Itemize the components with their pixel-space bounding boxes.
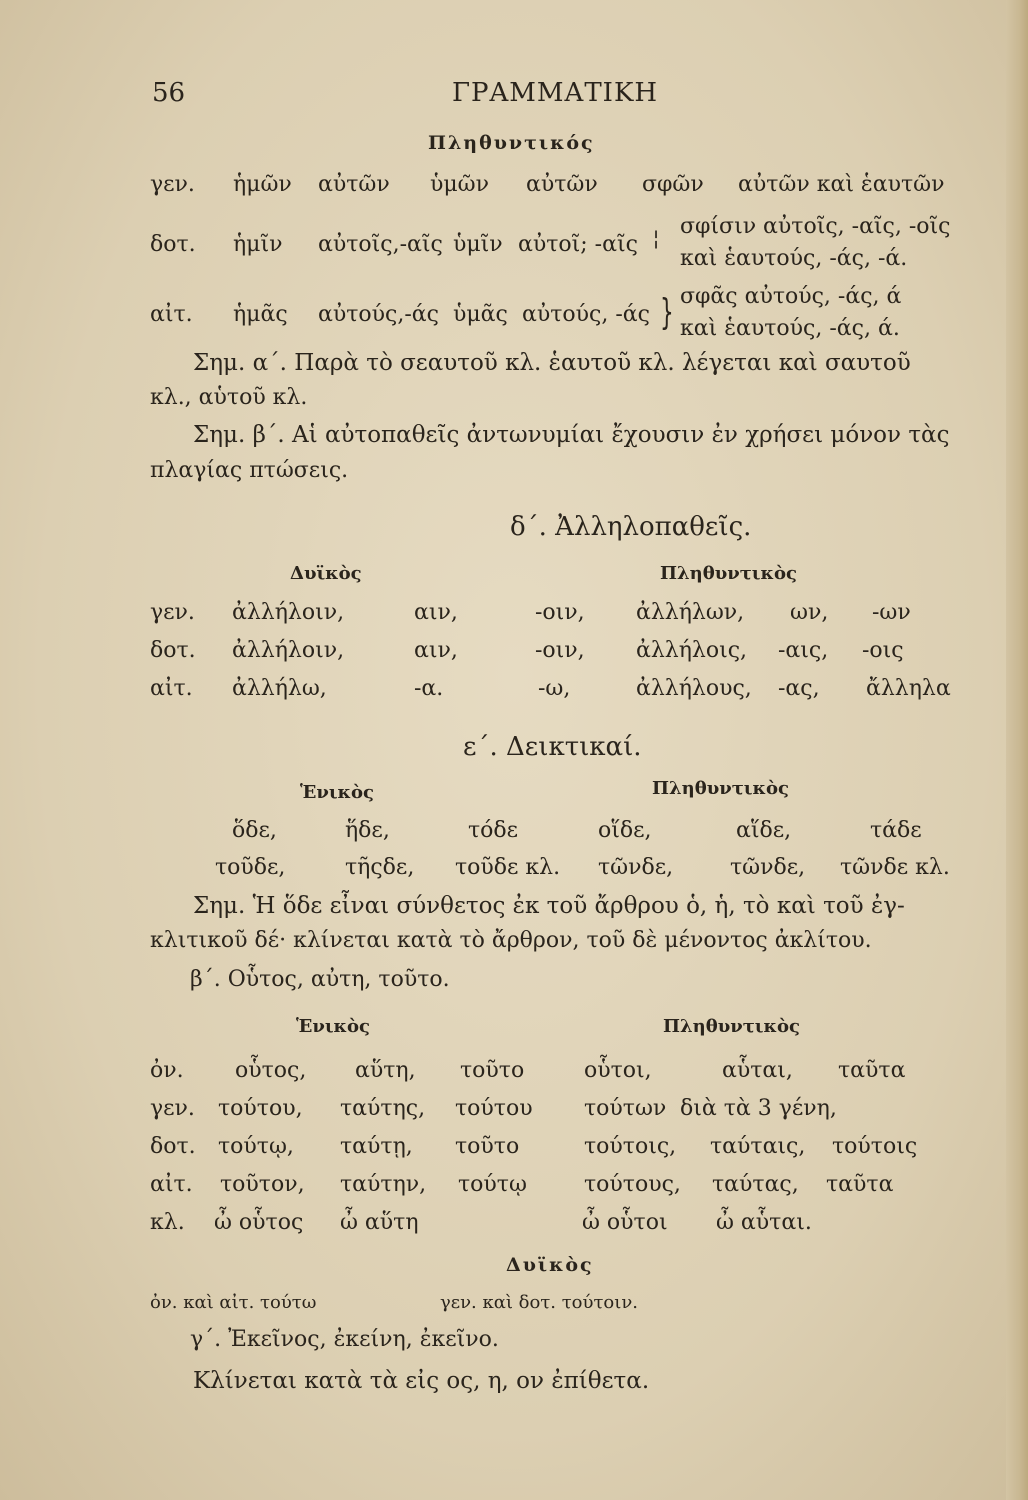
demo-word: τοῦδε,	[215, 855, 286, 880]
rec-word: -ας,	[778, 676, 820, 701]
form-cell: ὦ οὗτος	[214, 1210, 304, 1235]
rec-word: ἀλλήλοις,	[636, 638, 748, 663]
form-cell: οὗτοι,	[584, 1058, 652, 1083]
demo-word: τόδε	[468, 818, 519, 843]
subsection-title: γ΄. Ἐκεῖνος, ἐκείνη, ἐκεῖνο.	[190, 1327, 499, 1352]
subsection-title: β΄. Οὗτος, αὐτη, τοῦτο.	[190, 967, 450, 992]
acc-cell: ἡμᾶς	[233, 302, 288, 327]
case-label: δοτ.	[150, 1134, 196, 1159]
form-cell: τούτῳ,	[218, 1134, 294, 1159]
form-cell: τοῦτο	[460, 1058, 525, 1083]
demo-word: τάδε	[870, 818, 922, 843]
page-number: 56	[152, 78, 186, 108]
form-cell: τούτων	[584, 1096, 667, 1121]
rec-case: δοτ.	[150, 638, 196, 663]
demo-word: τῶνδε,	[598, 855, 674, 880]
gen-cell: ὑμῶν	[430, 172, 489, 197]
rec-word: -ων	[872, 600, 911, 625]
form-cell: ταύτην,	[340, 1172, 427, 1197]
rec-word: ἀλλήλους,	[636, 676, 752, 701]
dual-forms: γεν. καὶ δοτ. τούτοιν.	[440, 1292, 638, 1313]
dat-cell: ἡμῖν	[233, 232, 283, 257]
form-cell: τοῦτο	[455, 1134, 520, 1159]
demo-note-cont: κλιτικοῦ δέ· κλίνεται κατὰ τὸ ἄρθρον, τοῦ δὲ μένοντος ἀκλίτου.	[150, 928, 872, 953]
acc-line: καὶ ἑαυτούς, -άς, ά.	[680, 316, 900, 341]
form-cell: ταῦτα	[826, 1172, 894, 1197]
form-cell: ταύτας,	[712, 1172, 799, 1197]
running-title: ΓΡΑΜΜΑΤΙΚΗ	[452, 78, 659, 108]
demo-word: αἵδε,	[736, 818, 792, 843]
demo-word: ἥδε,	[345, 818, 390, 843]
rec-word: -ω,	[538, 676, 571, 701]
rec-word: ἀλλήλοιν,	[232, 600, 345, 625]
rec-word: ων,	[790, 600, 829, 625]
form-cell: οὗτος,	[235, 1058, 307, 1083]
acc-cell: αὐτούς,-άς	[318, 302, 439, 327]
rec-word: -α.	[414, 676, 444, 701]
form-cell: ταύταις,	[710, 1134, 806, 1159]
dat-line: σφίσιν αὐτοῖς, -αῖς, -οῖς	[680, 214, 951, 239]
form-cell: αὗται,	[722, 1058, 793, 1083]
form-cell: αὕτη,	[355, 1058, 416, 1083]
plural-heading: Πληθυντικὸς	[660, 563, 797, 584]
demo-word: ὅδε,	[232, 818, 277, 843]
rec-word: ἀλλήλων,	[636, 600, 745, 625]
rec-word: -οιν,	[535, 638, 585, 663]
dat-label: δοτ.	[150, 232, 196, 257]
brace: ¦	[650, 226, 663, 250]
dual-forms: ὀν. καὶ αἰτ. τούτω	[150, 1292, 317, 1313]
note-b: Σημ. β΄. Αἱ αὐτοπαθεῖς ἀντωνυμίαι ἔχουσιν ἐν χρήσει μόνον τὰς	[193, 422, 950, 448]
form-cell: τούτου,	[218, 1096, 303, 1121]
form-cell: ὦ αὗται.	[716, 1210, 812, 1235]
case-label: αἰτ.	[150, 1172, 193, 1197]
note-b-cont: πλαγίας πτώσεις.	[150, 458, 349, 483]
form-cell: τούτοις,	[584, 1134, 677, 1159]
acc-cell: ὑμᾶς	[453, 302, 508, 327]
form-cell: διὰ τὰ 3 γένη,	[680, 1096, 837, 1121]
demo-word: οἵδε,	[598, 818, 652, 843]
plural-heading: Πληθυντικὸς	[663, 1016, 800, 1037]
demo-word: τῶνδε,	[730, 855, 806, 880]
plural-heading: Πληθυντικός	[428, 132, 595, 154]
note-a: Σημ. α΄. Παρὰ τὸ σεαυτοῦ κλ. ἑαυτοῦ κλ. λέγεται καὶ σαυτοῦ	[193, 350, 911, 376]
gen-cell: αὐτῶν	[526, 172, 598, 197]
plural-heading: Πληθυντικὸς	[652, 778, 789, 799]
page-edge	[1006, 0, 1028, 1500]
case-label: κλ.	[150, 1210, 185, 1235]
form-cell: τοῦτον,	[220, 1172, 305, 1197]
dual-heading: Δυϊκὸς	[506, 1254, 594, 1276]
form-cell: ταύτης,	[340, 1096, 426, 1121]
rec-word: ἀλλήλω,	[232, 676, 327, 701]
demo-word: τοῦδε κλ.	[455, 855, 561, 880]
form-cell: τούτου	[455, 1096, 533, 1121]
form-cell: ταῦτα	[838, 1058, 906, 1083]
rec-word: -οιν,	[535, 600, 585, 625]
gen-label: γεν.	[150, 172, 195, 197]
dat-cell: αὐτοῖς,-αῖς	[318, 232, 443, 257]
acc-label: αἰτ.	[150, 302, 193, 327]
demo-note: Σημ. Ἡ ὅδε εἶναι σύνθετος ἐκ τοῦ ἄρθρου ὁ, ἡ, τὸ καὶ τοῦ ἐγ-	[193, 893, 905, 919]
rec-word: αιν,	[414, 638, 458, 663]
gen-cell: ἡμῶν	[233, 172, 292, 197]
acc-cell: αὐτούς, -άς	[522, 302, 650, 327]
rec-word: αιν,	[414, 600, 458, 625]
rec-word: -αις,	[778, 638, 829, 663]
rec-case: αἰτ.	[150, 676, 193, 701]
form-cell: ὦ οὗτοι	[582, 1210, 668, 1235]
rec-word: -οις	[862, 638, 904, 663]
singular-heading: Ἑνικὸς	[296, 1016, 371, 1037]
note-a-cont: κλ., αὑτοῦ κλ.	[150, 385, 308, 410]
dat-line: καὶ ἑαυτούς, -άς, -ά.	[680, 246, 908, 271]
rec-word: ἄλληλα	[866, 676, 951, 701]
dual-heading: Δυϊκὸς	[290, 563, 362, 584]
dat-cell: αὐτοῖ; -αῖς	[518, 232, 638, 257]
form-cell: τούτους,	[584, 1172, 681, 1197]
form-cell: ὦ αὕτη	[340, 1210, 419, 1235]
rec-case: γεν.	[150, 600, 195, 625]
acc-line: σφᾶς αὐτούς, -άς, ά	[680, 284, 902, 309]
case-label: γεν.	[150, 1096, 195, 1121]
section-title: ε΄. Δεικτικαί.	[463, 732, 642, 762]
brace: }	[660, 292, 674, 333]
rec-word: ἀλλήλοιν,	[232, 638, 345, 663]
case-label: ὀν.	[150, 1058, 184, 1083]
gen-cell: αὐτῶν	[318, 172, 390, 197]
form-cell: τούτῳ	[458, 1172, 527, 1197]
demo-word: τῆςδε,	[345, 855, 415, 880]
demo-word: τῶνδε κλ.	[840, 855, 950, 880]
ekeinos-note: Κλίνεται κατὰ τὰ εἰς ος, η, ον ἐπίθετα.	[193, 1368, 650, 1394]
gen-cell: σφῶν	[642, 172, 704, 197]
gen-cell: αὐτῶν καὶ ἑαυτῶν	[738, 172, 945, 197]
form-cell: τούτοις	[832, 1134, 918, 1159]
form-cell: ταύτῃ,	[340, 1134, 413, 1159]
singular-heading: Ἑνικὸς	[300, 782, 375, 803]
dat-cell: ὑμῖν	[453, 232, 503, 257]
section-title: δ΄. Ἀλληλοπαθεῖς.	[510, 512, 752, 542]
